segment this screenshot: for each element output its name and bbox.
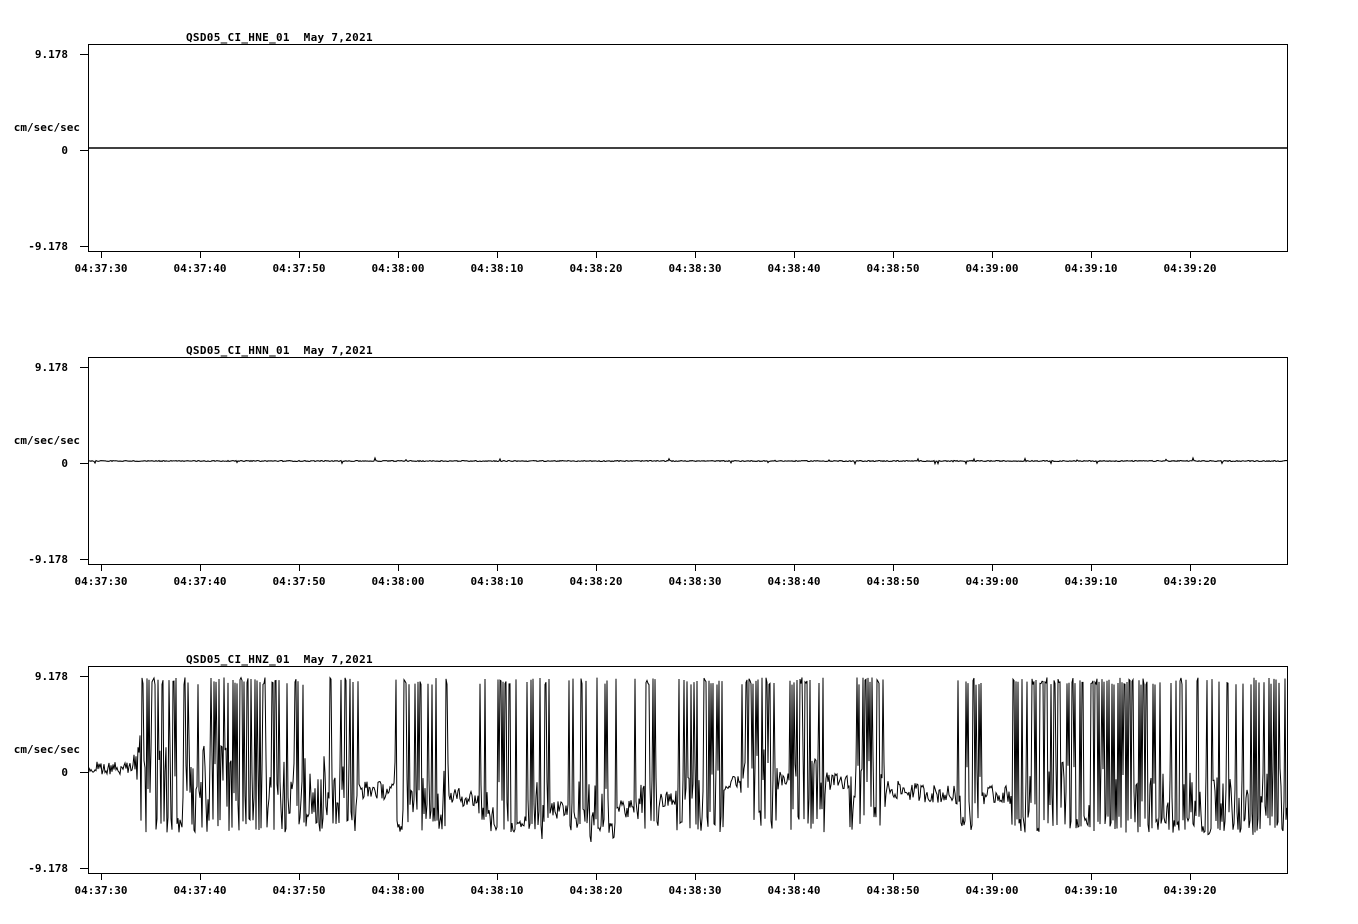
x-tick-label: 04:38:00 [371, 884, 425, 897]
x-tick-mark [1190, 565, 1191, 571]
x-tick-mark [101, 565, 102, 571]
x-tick-label: 04:38:00 [371, 575, 425, 588]
x-tick-mark [596, 874, 597, 880]
x-tick-mark [299, 565, 300, 571]
x-tick-mark [695, 874, 696, 880]
x-tick-mark [200, 565, 201, 571]
y-tick-mark [80, 559, 88, 560]
x-tick-label: 04:37:40 [173, 262, 227, 275]
x-tick-label: 04:39:20 [1163, 575, 1217, 588]
y-axis-label-hnz: cm/sec/sec [13, 743, 80, 756]
x-tick-mark [794, 874, 795, 880]
y-tick-mark [80, 868, 88, 869]
y-tick-top-hne: 9.178 [34, 48, 68, 61]
y-tick-bottom-hne: -9.178 [28, 240, 68, 253]
x-tick-label: 04:39:10 [1064, 575, 1118, 588]
x-tick-label: 04:39:00 [965, 575, 1019, 588]
x-tick-mark [992, 874, 993, 880]
x-tick-mark [596, 565, 597, 571]
x-tick-label: 04:38:10 [470, 884, 524, 897]
x-tick-label: 04:38:10 [470, 262, 524, 275]
y-axis-label-hnn: cm/sec/sec [13, 434, 80, 447]
panel-hnn [0, 306, 1358, 606]
x-tick-label: 04:37:30 [74, 884, 128, 897]
x-tick-label: 04:38:40 [767, 262, 821, 275]
y-tick-mid-hne: 0 [61, 144, 68, 157]
x-tick-label: 04:39:10 [1064, 262, 1118, 275]
x-tick-mark [299, 252, 300, 258]
y-tick-top-hnz: 9.178 [34, 670, 68, 683]
panel-title-hne: QSD05_CI_HNE_01 May 7,2021 [186, 31, 373, 44]
y-tick-bottom-hnn: -9.178 [28, 553, 68, 566]
x-tick-mark [497, 874, 498, 880]
x-tick-label: 04:38:20 [569, 262, 623, 275]
x-tick-label: 04:37:50 [272, 262, 326, 275]
y-tick-mark [80, 676, 88, 677]
x-tick-label: 04:37:50 [272, 884, 326, 897]
x-tick-mark [1091, 565, 1092, 571]
y-tick-top-hnn: 9.178 [34, 361, 68, 374]
x-tick-mark [794, 252, 795, 258]
y-tick-mark [80, 54, 88, 55]
plot-area-hnn [88, 357, 1288, 565]
x-tick-label: 04:38:30 [668, 575, 722, 588]
y-tick-mark [80, 772, 88, 773]
x-tick-mark [596, 252, 597, 258]
x-tick-label: 04:38:20 [569, 575, 623, 588]
y-tick-mark [80, 463, 88, 464]
x-tick-mark [497, 252, 498, 258]
x-tick-label: 04:37:30 [74, 575, 128, 588]
panel-title-hnz: QSD05_CI_HNZ_01 May 7,2021 [186, 653, 373, 666]
y-tick-mark [80, 150, 88, 151]
x-tick-label: 04:38:30 [668, 884, 722, 897]
x-tick-mark [893, 565, 894, 571]
x-tick-mark [1190, 252, 1191, 258]
x-tick-label: 04:38:50 [866, 262, 920, 275]
x-tick-mark [1091, 874, 1092, 880]
x-tick-label: 04:39:00 [965, 262, 1019, 275]
panel-hne [0, 0, 1358, 300]
plot-area-hnz [88, 666, 1288, 874]
x-tick-label: 04:39:10 [1064, 884, 1118, 897]
x-tick-mark [497, 565, 498, 571]
x-tick-mark [1091, 252, 1092, 258]
x-tick-mark [893, 874, 894, 880]
x-tick-mark [398, 252, 399, 258]
x-tick-mark [398, 874, 399, 880]
y-tick-mid-hnz: 0 [61, 766, 68, 779]
x-tick-label: 04:38:20 [569, 884, 623, 897]
x-tick-mark [299, 874, 300, 880]
x-tick-label: 04:39:20 [1163, 262, 1217, 275]
x-tick-label: 04:38:50 [866, 575, 920, 588]
x-tick-mark [200, 252, 201, 258]
x-tick-label: 04:38:30 [668, 262, 722, 275]
x-tick-label: 04:37:50 [272, 575, 326, 588]
x-tick-mark [893, 252, 894, 258]
x-tick-mark [200, 874, 201, 880]
x-tick-label: 04:38:00 [371, 262, 425, 275]
y-tick-bottom-hnz: -9.178 [28, 862, 68, 875]
panel-hnz [0, 612, 1358, 924]
x-tick-mark [695, 565, 696, 571]
y-tick-mark [80, 367, 88, 368]
x-tick-label: 04:37:40 [173, 884, 227, 897]
x-tick-label: 04:37:30 [74, 262, 128, 275]
x-tick-label: 04:38:40 [767, 575, 821, 588]
x-tick-mark [992, 565, 993, 571]
waveform-hnn [89, 358, 1287, 564]
x-tick-mark [101, 874, 102, 880]
x-tick-label: 04:39:00 [965, 884, 1019, 897]
x-tick-mark [1190, 874, 1191, 880]
x-tick-mark [398, 565, 399, 571]
x-tick-mark [794, 565, 795, 571]
x-tick-mark [992, 252, 993, 258]
x-tick-mark [695, 252, 696, 258]
panel-title-hnn: QSD05_CI_HNN_01 May 7,2021 [186, 344, 373, 357]
x-tick-label: 04:38:10 [470, 575, 524, 588]
x-tick-mark [101, 252, 102, 258]
waveform-hnz [89, 667, 1287, 873]
plot-area-hne [88, 44, 1288, 252]
x-tick-label: 04:37:40 [173, 575, 227, 588]
y-tick-mark [80, 246, 88, 247]
y-axis-label-hne: cm/sec/sec [13, 121, 80, 134]
y-tick-mid-hnn: 0 [61, 457, 68, 470]
x-tick-label: 04:38:50 [866, 884, 920, 897]
x-tick-label: 04:38:40 [767, 884, 821, 897]
x-tick-label: 04:39:20 [1163, 884, 1217, 897]
waveform-hne [89, 45, 1287, 251]
